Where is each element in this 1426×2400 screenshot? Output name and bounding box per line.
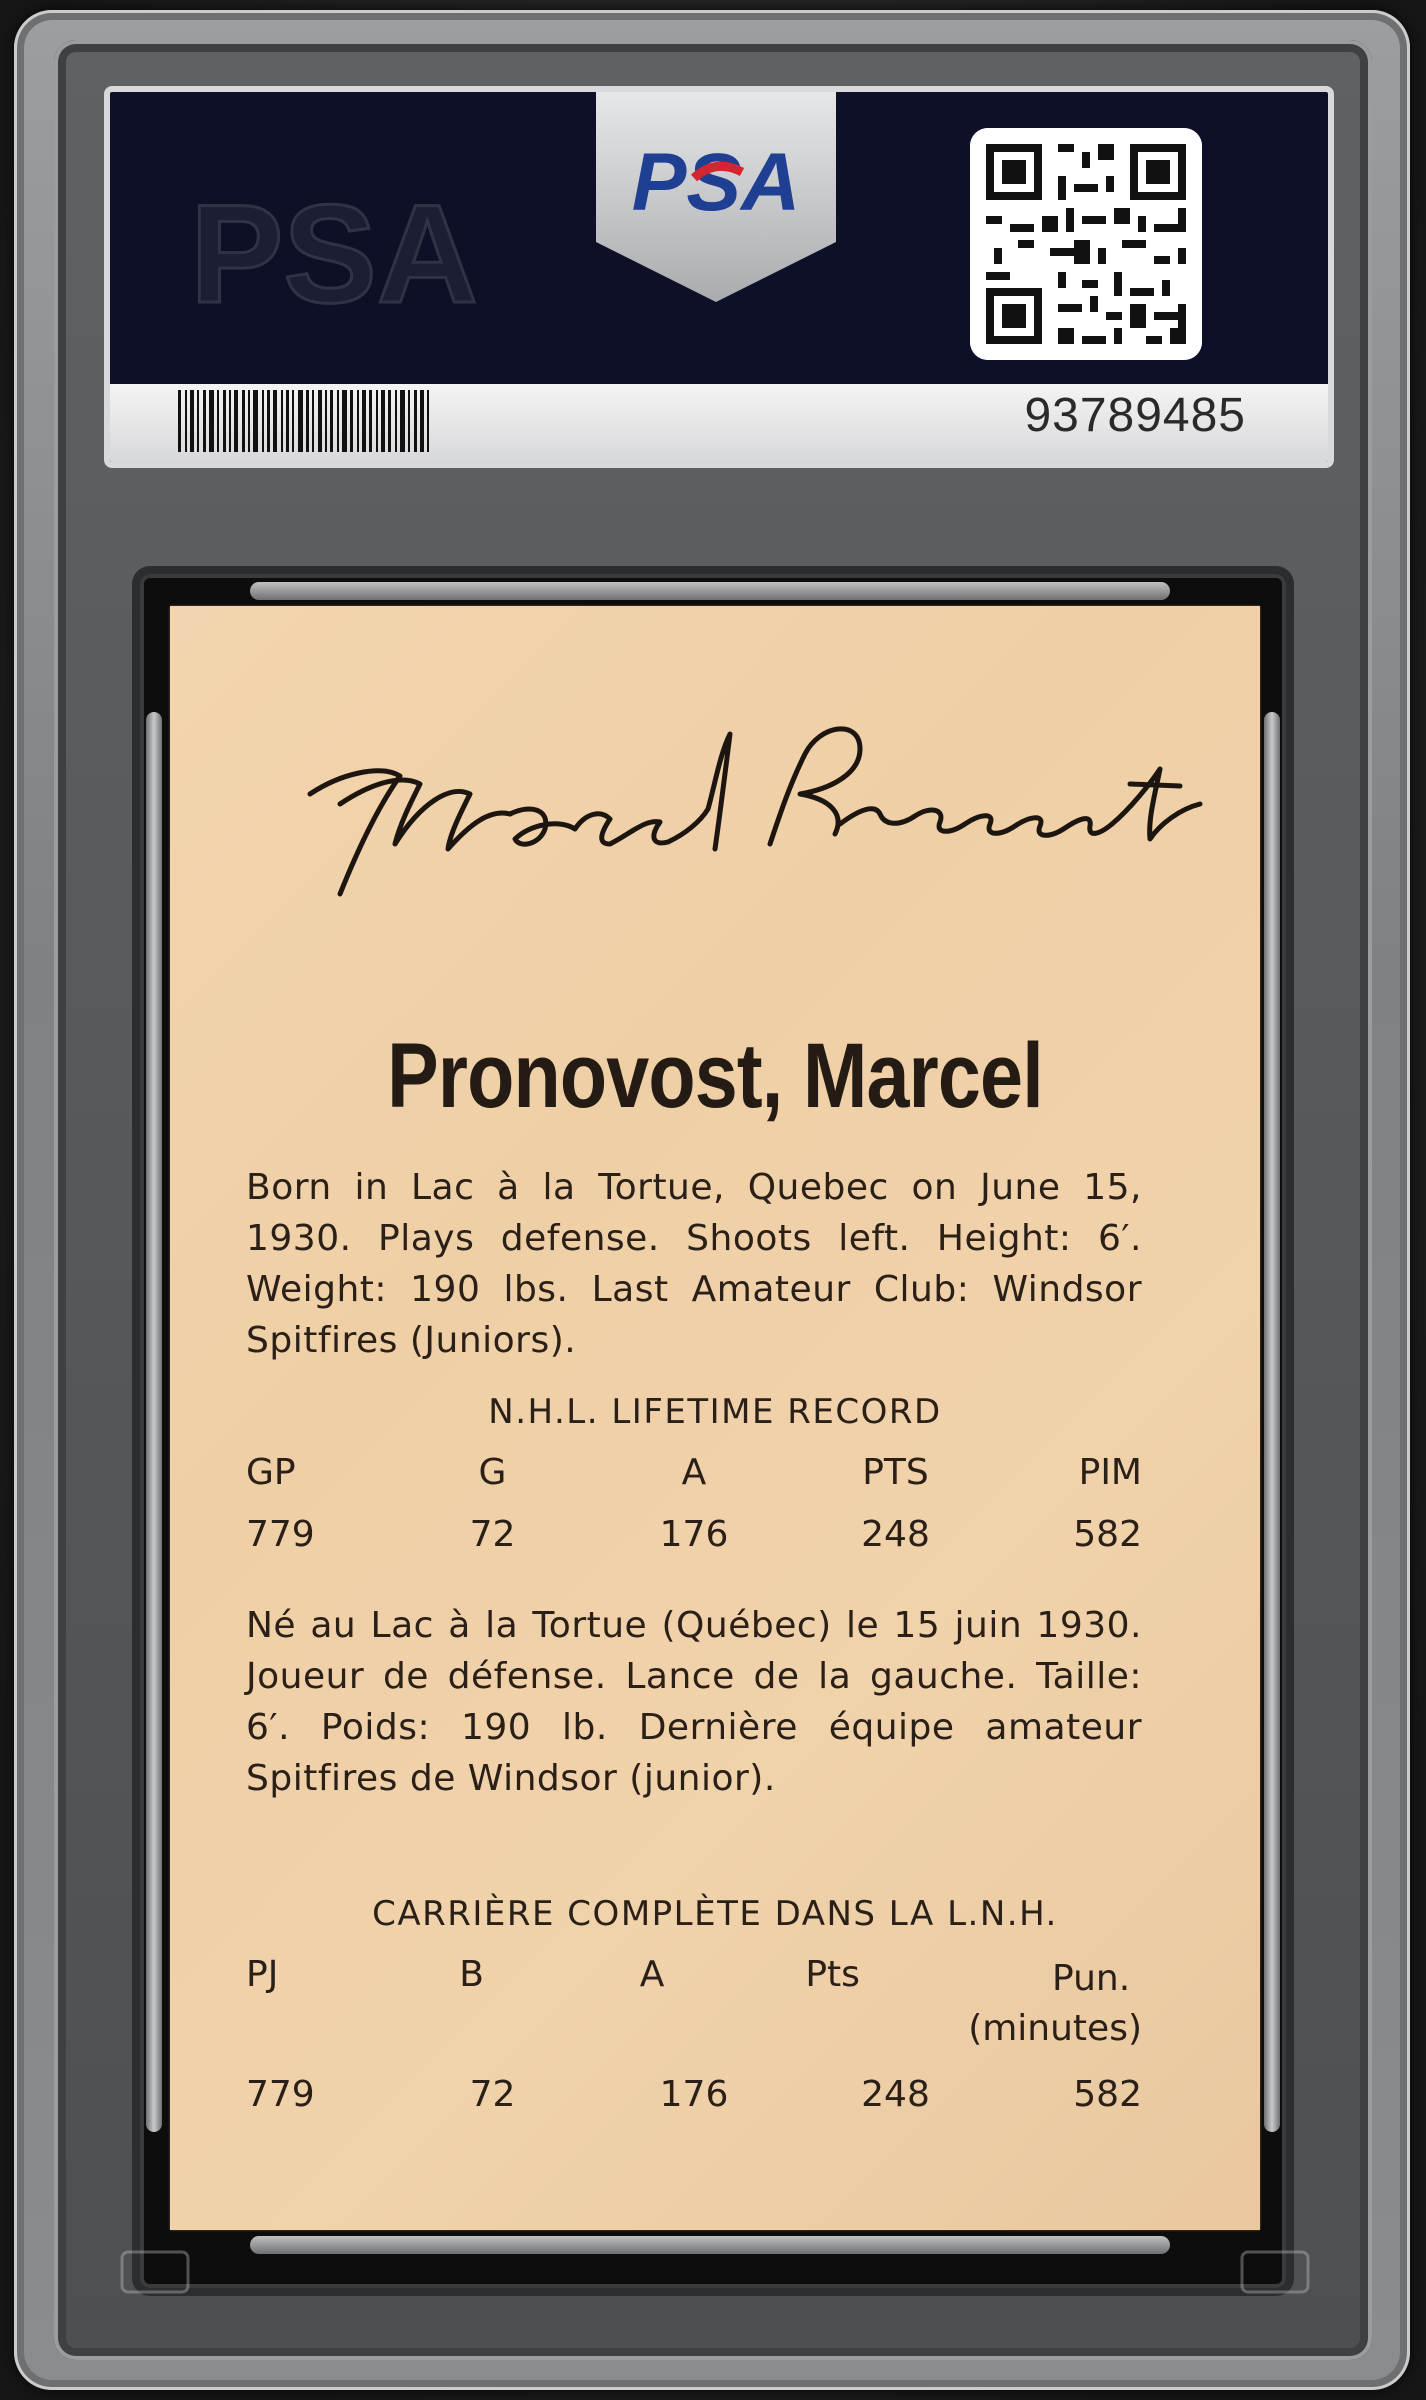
record-columns-english (246, 1452, 1142, 1493)
record-values-english (246, 1514, 1142, 1555)
facsimile-signature (300, 714, 1240, 914)
psa-watermark-logo (180, 152, 520, 372)
psa-corner-mark-left (120, 2250, 190, 2294)
col-b: B (459, 1954, 484, 1995)
col-gp: GP (246, 1452, 296, 1493)
barcode-strip (110, 384, 1328, 462)
watermark-text: PSA (190, 175, 478, 332)
col-pts: PTS (862, 1452, 929, 1493)
col-g: G (478, 1452, 507, 1493)
psa-label (104, 86, 1334, 468)
holder-rail-top (250, 582, 1170, 600)
col-a: A (681, 1452, 707, 1493)
col-pun (968, 1954, 1142, 2054)
cert-number: 93789485 (1024, 389, 1246, 442)
col-pun-sub: (minutes) (968, 2008, 1142, 2049)
bio-french: Né au Lac à la Tortue (Québec) le 15 juin 1930. Joueur de défense. Lance de la gauche. Taille: 6′. Poids: 190 lb. Dernière équipe amateur Spitfires de Windsor (junior). (246, 1605, 1142, 1799)
col-pj: PJ (246, 1954, 279, 1995)
bio-english: Born in Lac à la Tortue, Quebec on June 15, 1930. Plays defense. Shoots left. Height: 6′. Weight: 190 lbs. Last Amateur Club: Windsor Spitfires (Juniors). (246, 1167, 1142, 1361)
psa-logo-text: PSA (631, 137, 801, 228)
val-b: 72 (469, 2074, 516, 2115)
record-values-french (246, 2074, 1142, 2115)
barcode (178, 390, 490, 452)
col-pim: PIM (1078, 1452, 1142, 1493)
psa-logo-shield (596, 92, 836, 302)
col-pts-fr: Pts (805, 1954, 860, 1995)
record-columns-french (246, 1954, 1142, 2054)
val-gp: 779 (246, 1514, 315, 1555)
hockey-card-back (170, 606, 1260, 2230)
col-a-fr: A (639, 1954, 665, 1995)
holder-rail-right (1264, 712, 1280, 2132)
qr-code (970, 128, 1202, 360)
val-g: 72 (469, 1514, 516, 1555)
holder-rail-bottom (250, 2236, 1170, 2254)
val-pj: 779 (246, 2074, 315, 2115)
record-heading-french: CARRIÈRE COMPLÈTE DANS LA L.N.H. (372, 1894, 1058, 1934)
record-heading-english: N.H.L. LIFETIME RECORD (488, 1392, 942, 1432)
holder-rail-left (146, 712, 162, 2132)
val-pun: 582 (1073, 2074, 1142, 2115)
val-pim: 582 (1073, 1514, 1142, 1555)
psa-corner-mark-right (1240, 2250, 1310, 2294)
val-pts: 248 (861, 1514, 930, 1555)
val-pts-fr: 248 (861, 2074, 930, 2115)
val-a: 176 (659, 1514, 729, 1555)
val-a-fr: 176 (659, 2074, 729, 2115)
col-pun-label: Pun. (1052, 1958, 1131, 1999)
player-name: Pronovost, Marcel (387, 1025, 1043, 1127)
